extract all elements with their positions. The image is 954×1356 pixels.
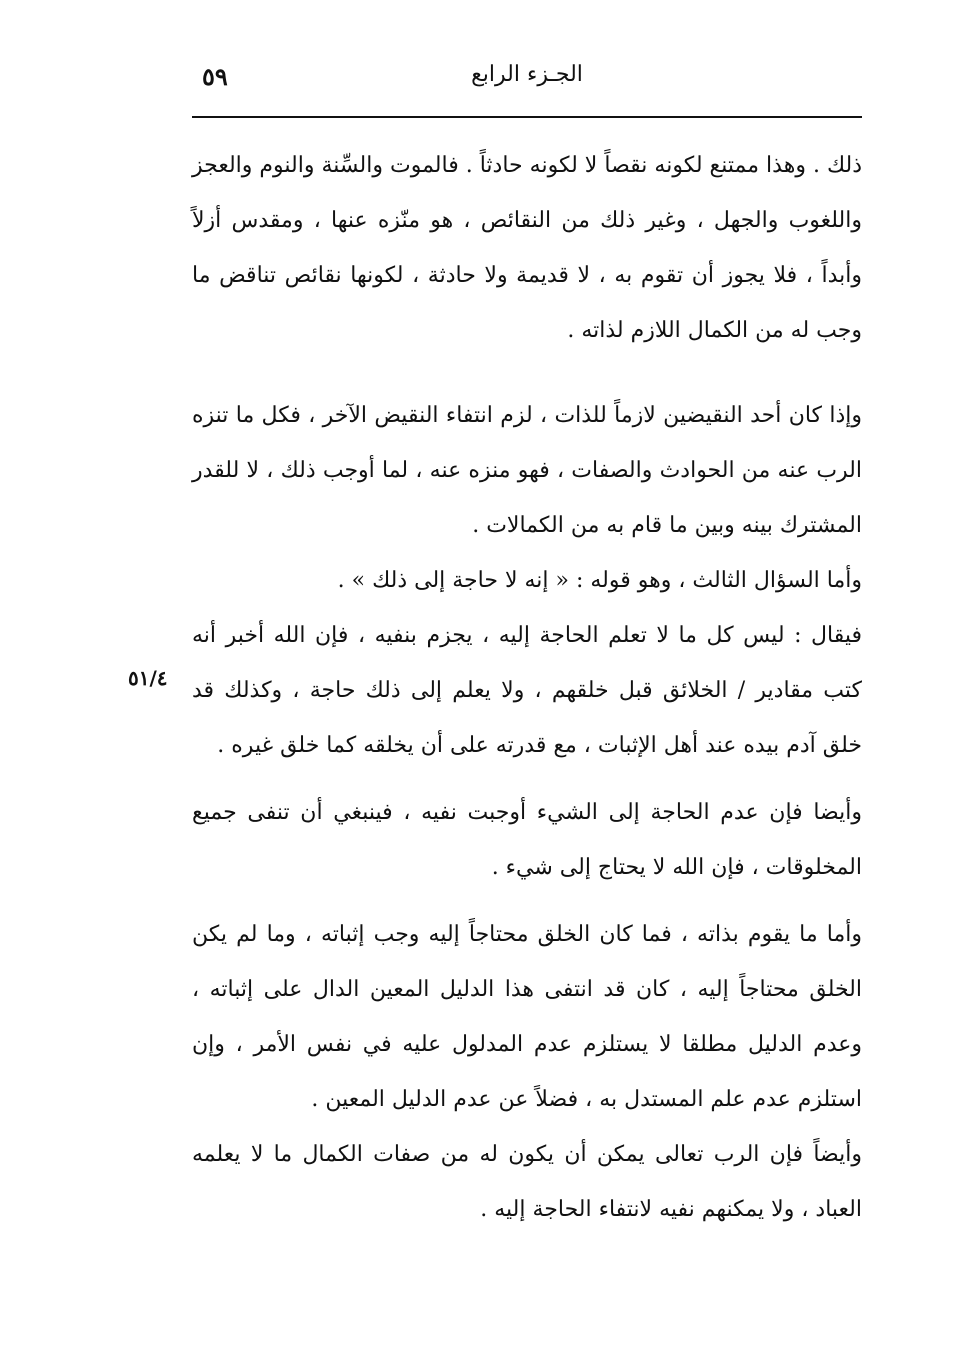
paragraph-2: وإذا كان أحد النقيضين لازماً للذات ، لزم انتفاء النقيض الآخر ، فكل ما تنزه الرب عنه من الحوادث والصفات ، فهو منزه عنه ، لما أوجب ذلك ، لا للقدر المشترك بينه وبين ما قام به من الكمالات . xyxy=(192,403,862,538)
paragraph-gap xyxy=(192,895,862,907)
paragraph-7: وأيضاً فإن الرب تعالى يمكن أن يكون له من صفات الكمال ما لا يعلمه العباد ، ولا يمكنهم نفيه لانتفاء الحاجة إليه . xyxy=(192,1142,862,1222)
paragraph-1: ذلك . وهذا ممتنع لكونه نقصاً لا لكونه حادثاً . فالموت والسِّنة والنوم والعجز واللغوب والجهل ، وغير ذلك من النقائص ، هو منّزه عنها ، ومقدس أزلاً وأبداً ، فلا يجوز أن تقوم به ، لا قديمة ولا حادثة ، لكونها نقائص تناقض ما وجب له من الكمال اللازم لذاته . xyxy=(192,153,862,343)
paragraph-4: فيقال : ليس كل ما لا تعلم الحاجة إليه ، يجزم بنفيه ، فإن الله أخبر أنه كتب مقادير / الخلائق قبل خلقهم ، ولا يعلم إلى ذلك حاجة ، وكذلك قد خلق آدم بيده عند أهل الإثبات ، مع قدرته على أن يخلقه كما خلق غيره . xyxy=(192,623,862,758)
margin-reference: ٥١/٤ xyxy=(128,666,168,690)
page-header xyxy=(192,58,862,98)
page-number: ٥٩ xyxy=(202,62,228,91)
body-text xyxy=(192,138,862,1237)
running-title: الجـزء الرابع xyxy=(471,62,583,87)
paragraph-gap xyxy=(192,773,862,785)
paragraph-6: وأما ما يقوم بذاته ، فما كان الخلق محتاجاً إليه وجب إثباته ، وما لم يكن الخلق محتاجاً إليه ، كان قد انتفى هذا الدليل المعين الدال على إثباته ، وعدم الدليل مطلقا لا يستلزم عدم المدلول عليه في نفس الأمر ، وإن استلزم عدم علم المستدل به ، فضلاً عن عدم الدليل المعين . xyxy=(192,922,862,1112)
header-rule xyxy=(192,116,862,118)
paragraph-gap xyxy=(192,358,862,388)
paragraph-3: وأما السؤال الثالث ، وهو قوله : « إنه لا حاجة إلى ذلك » . xyxy=(337,568,862,593)
paragraph-5: وأيضا فإن عدم الحاجة إلى الشيء أوجبت نفيه ، فينبغي أن تنفى جميع المخلوقات ، فإن الله لا يحتاج إلى شيء . xyxy=(192,800,862,880)
